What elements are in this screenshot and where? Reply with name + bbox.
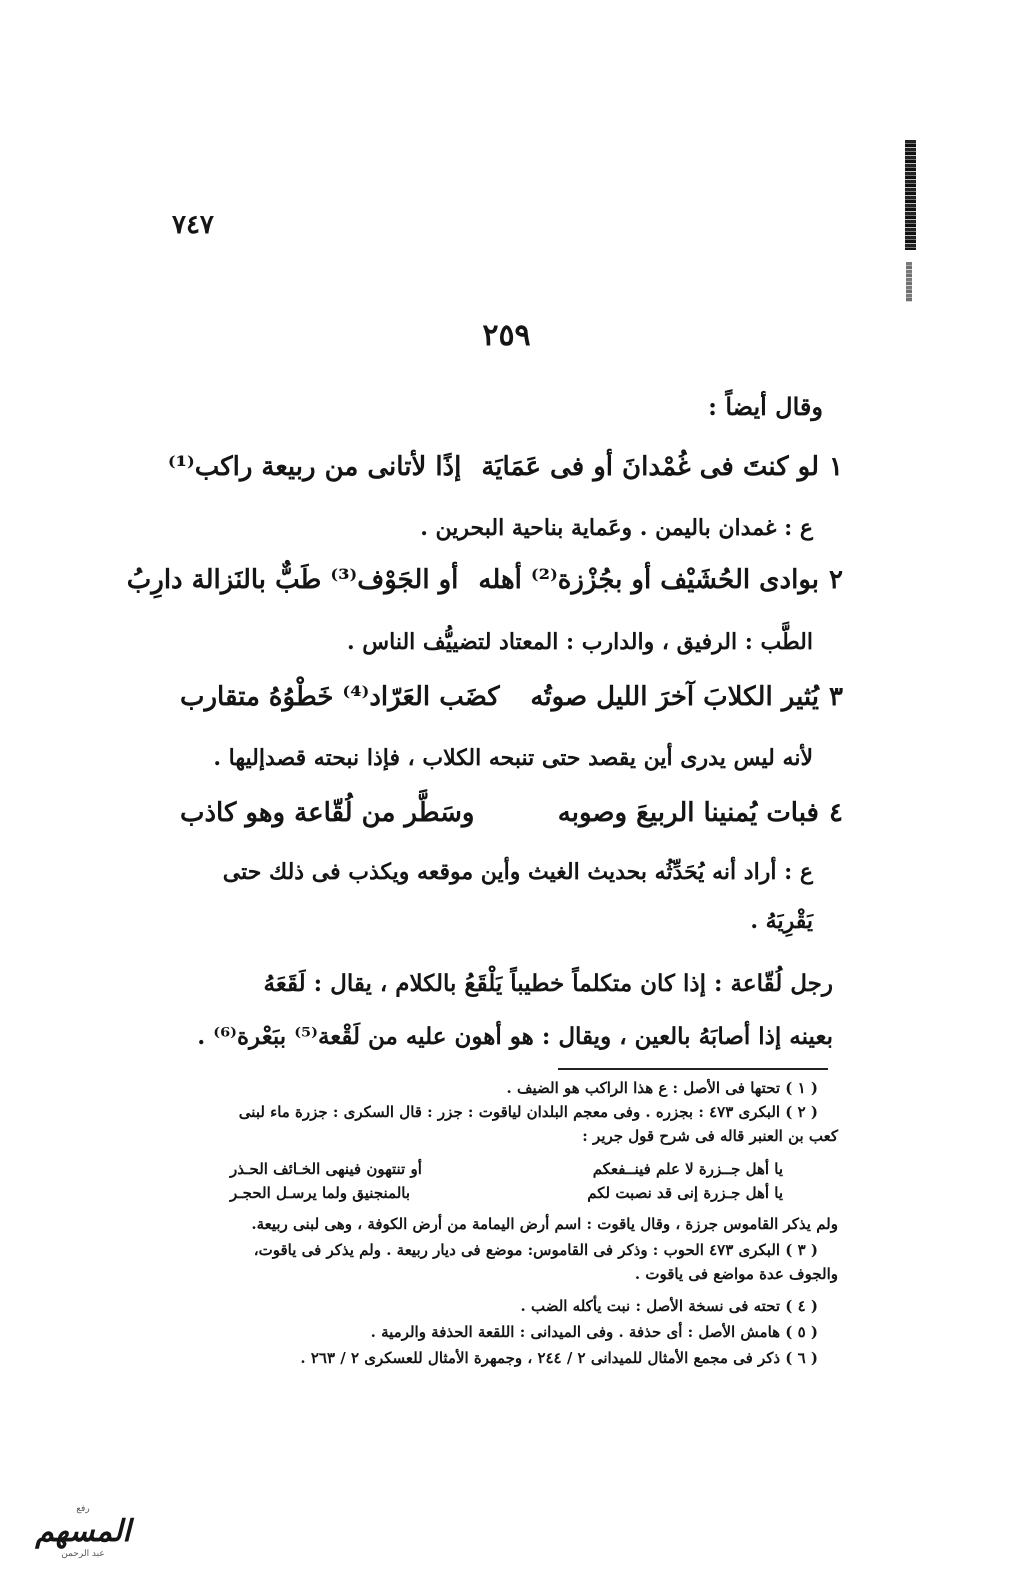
commentary: ع : غمدان باليمن . وعَماية بناحية البحرين .: [420, 515, 813, 541]
footnote-2-continued: كعب بن العنبر قاله فى شرح قول جرير :: [582, 1127, 838, 1145]
verse-second-hemistich: وسَطَّر من لُقّاعة وهو كاذب: [180, 798, 475, 828]
gloss-line: بعينه إذا أصابَهُ بالعين ، ويقال : هو أهون عليه من لَقْعة⁽⁵⁾ ببَعْرة⁽⁶⁾ .: [197, 1023, 833, 1050]
footnote-verse-second: بالمنجنيق ولما يرسـل الحجـر: [230, 1184, 411, 1202]
verse-first-hemistich: لو كنتَ فى غُمْدانَ أو فى عَمَايَة: [481, 452, 819, 482]
commentary-continued: يَقْرِيَهُ .: [750, 908, 813, 934]
stamp-sub: عبد الرحمن: [61, 1549, 105, 1559]
footnote-separator: [558, 1068, 828, 1070]
verse-number: ١: [829, 452, 843, 482]
verse-3: [180, 682, 853, 726]
verse-first-hemistich: فبات يُمنينا الربيعَ وصوبه: [557, 798, 819, 828]
verse-second-hemistich: كضَب العَرّاد⁽⁴⁾ خَطْوُهُ متقارب: [180, 682, 500, 712]
footnote-2: ( ٢ ) البكرى ٤٧٣ : بجزره . وفى معجم البلدان لياقوت : جزر : قال السكرى : جزرة ماء لبنى: [238, 1103, 818, 1121]
footnote-3-continued: والجوف عدة مواضع فى ياقوت .: [634, 1265, 838, 1283]
footnote-verse-second: أو تنتهون فينهى الخـائف الحـذر: [230, 1160, 422, 1178]
footnote-verse: [230, 1184, 783, 1202]
footnote-2-continued: ولم يذكر القاموس جرزة ، وقال ياقوت : اسم أرض اليمامة من أرض الكوفة ، وهى لبنى ربيعة.: [251, 1215, 838, 1233]
page-number: ٧٤٧: [172, 210, 214, 240]
verse-first-hemistich: يُثير الكلابَ آخرَ الليل صوتُه: [530, 682, 819, 712]
verse-4: [180, 798, 853, 842]
commentary: الطَّب : الرفيق ، والدارب : المعتاد لتضييُّف الناس .: [346, 629, 813, 655]
verse-number: ٢: [829, 565, 843, 595]
footnote-verse-first: يا أهل جــزرة لا علم فينــفعكم: [592, 1160, 783, 1178]
verse-2: [126, 565, 853, 609]
footnote-verse: [230, 1160, 783, 1178]
verse-number: ٣: [829, 682, 843, 712]
verse-second-hemistich: إذًا لأتانى من ربيعة راكب⁽¹⁾: [167, 452, 462, 482]
footnote-1: ( ١ ) تحتها فى الأصل : ع هذا الراكب هو الضيف .: [506, 1079, 818, 1097]
footnote-4: ( ٤ ) تحته فى نسخة الأصل : نبت يأكله الضب .: [520, 1297, 818, 1315]
footnote-5: ( ٥ ) هامش الأصل : أى حذفة . وفى الميدانى : اللقعة الحذفة والرمية .: [370, 1323, 818, 1341]
verse-first-hemistich: بوادى الحُشَيْف أو بجُزْزة⁽²⁾ أهله: [478, 565, 819, 595]
stamp-top: رفع: [76, 1504, 90, 1514]
poem-intro: وقال أيضاً :: [708, 392, 823, 421]
footnote-6: ( ٦ ) ذكر فى مجمع الأمثال للميدانى ٢ / ٢٤٤ ، وجمهرة الأمثال للعسكرى ٢ / ٢٦٣ .: [300, 1349, 818, 1367]
verse-number: ٤: [829, 798, 843, 828]
poem-number: ٢٥٩: [482, 318, 531, 353]
library-stamp: [8, 1504, 158, 1574]
footnote-3: ( ٣ ) البكرى ٤٧٣ الحوب : وذكر فى القاموس: موضع فى ديار ربيعة . ولم يذكر فى ياقوت،: [253, 1241, 818, 1259]
commentary: لأنه ليس يدرى أين يقصد حتى تنبحه الكلاب ، فإذا نبحته قصدإليها .: [213, 745, 813, 771]
stamp-main: المسهم: [35, 1514, 131, 1549]
gloss-line: رجل لُقّاعة : إذا كان متكلماً خطيباً يَلْقَعُ بالكلام ، يقال : لَقَعَهُ: [263, 970, 833, 997]
scan-edge-mark-small: [906, 262, 912, 302]
verse-1: [167, 452, 853, 496]
scan-edge-mark: [905, 140, 916, 250]
footnote-verse-first: يا أهل جـزرة إنى قد نصبت لكم: [587, 1184, 783, 1202]
commentary: ع : أراد أنه يُحَدِّثُه بحديث الغيث وأين موقعه ويكذب فى ذلك حتى: [222, 859, 813, 885]
verse-second-hemistich: أو الجَوْف⁽³⁾ طَبٌّ بالنَزالة دارِبُ: [126, 565, 459, 595]
